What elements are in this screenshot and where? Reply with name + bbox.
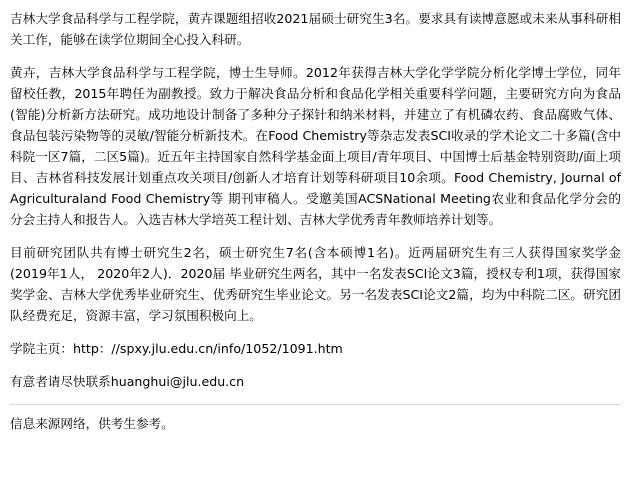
section-divider xyxy=(10,404,621,405)
college-website-line[interactable]: 学院主页：http：//spxy.jlu.edu.cn/info/1052/1091.htm xyxy=(10,341,343,356)
recruitment-intro-paragraph: 吉林大学食品科学与工程学院，黄卉课题组招收2021届硕士研究生3名。要求具有读博意愿或未来从事科研相关工作，能够在读学位期间全心投入科研。 xyxy=(10,11,621,47)
advisor-bio-paragraph: 黄卉，吉林大学食品科学与工程学院，博士生导师。2012年获得吉林大学化学学院分析化学博士学位，同年留校任教，2015年聘任为副教授。致力于解决食品分析和食品化学相关重要科学问题，主要研究方向为食品(智能)分析新方法研究。成功地设计制备了多种分子探针和纳米材料，并建立了有机磷农药、食品腐败气体、食品包装污染物等的灵敏/智能分析新技术。在Food Chemistry等杂志发表SCI收录的学术论文二十多篇(含中科院一区7篇，二区5篇)。近五年主持国家自然科学基金面上项目/青年项目、中国博士后基金特别资助/面上项目、吉林省科技发展计划重点攻关项目/创新人才培育计划等科研项目10余项。Food Chemistry, Journal of Agriculturaland Food Chemistry等 期刊审稿人。受邀美国ACSNational Meeting农业和食品化学分会的分会主持人和报告人。入选吉林大学培英工程计划、吉林大学优秀青年教师培养计划等。 xyxy=(10,65,621,227)
contact-email-line[interactable]: 有意者请尽快联系huanghui@jlu.edu.cn xyxy=(10,374,245,389)
source-note-line: 信息来源网络，供考生参考。 xyxy=(10,416,174,431)
research-team-paragraph: 目前研究团队共有博士研究生2名，硕士研究生7名(含本硕博1名)。近两届研究生有三人获得国家奖学金(2019年1人， 2020年2人)．2020届 毕业研究生两名，其中一名发表SCI论文3篇，授权专利1项，获得国家奖学金、吉林大学优秀毕业研究生、优秀研究生毕业论文。另一名发表SCI论文2篇，均为中科院二区。研究团队经费充足，资源丰富，学习氛围积极向上。 xyxy=(10,245,621,323)
